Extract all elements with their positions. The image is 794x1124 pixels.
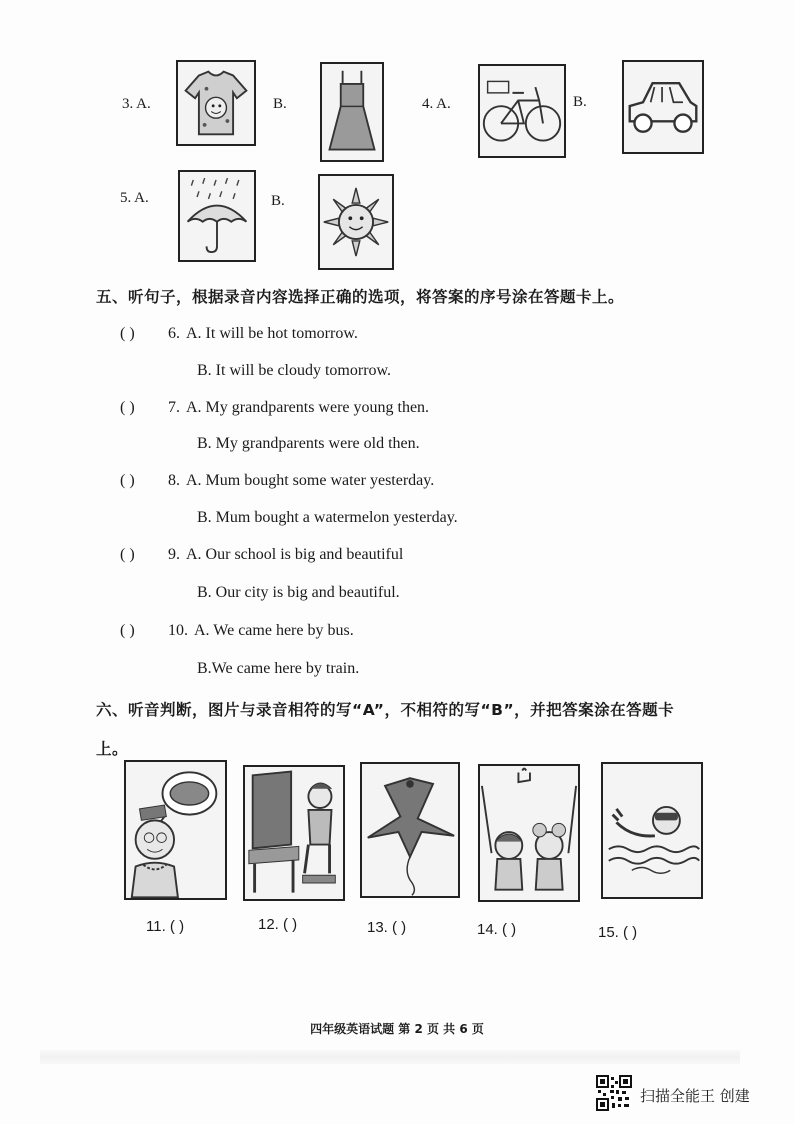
question-number: 6. xyxy=(168,325,180,342)
answer-paren[interactable]: ( ) xyxy=(120,546,135,563)
answer-11[interactable]: 11. ( ) xyxy=(146,918,185,935)
sun-image xyxy=(318,174,394,270)
answer-14[interactable]: 14. ( ) xyxy=(477,921,517,938)
page-footer: 四年级英语试题 第 2 页 共 6 页 xyxy=(310,1022,484,1036)
umbrella-rain-image xyxy=(178,170,256,262)
q4-label-a: 4. A. xyxy=(422,96,451,112)
question-number: 9. xyxy=(168,546,180,563)
camscanner-brand: 扫描全能王 创建 xyxy=(640,1087,750,1105)
answer-13[interactable]: 13. ( ) xyxy=(367,919,407,936)
option-a: A. It will be hot tomorrow. xyxy=(186,325,358,342)
kite-image xyxy=(360,762,460,898)
question-number: 7. xyxy=(168,399,180,416)
q5-label-b: B. xyxy=(271,193,285,209)
answer-12[interactable]: 12. ( ) xyxy=(258,916,298,933)
section6-heading-cont: 上。 xyxy=(96,740,129,758)
question-6 xyxy=(120,325,358,343)
section6-heading: 六、听音判断，图片与录音相符的写“A”，不相符的写“B”，并把答案涂在答题卡 xyxy=(96,701,675,719)
answer-paren[interactable]: ( ) xyxy=(120,399,135,416)
q5-label-a: 5. A. xyxy=(120,190,149,206)
answer-paren[interactable]: ( ) xyxy=(120,325,135,342)
q4-label-b: B. xyxy=(573,94,587,110)
question-number: 10. xyxy=(168,622,188,639)
option-a: A. Mum bought some water yesterday. xyxy=(186,472,435,489)
question-number: 8. xyxy=(168,472,180,489)
option-b: B. It will be cloudy tomorrow. xyxy=(197,362,392,379)
option-b: B. My grandparents were old then. xyxy=(197,435,420,452)
q3-label-a: 3. A. xyxy=(122,96,151,112)
option-b: B. Our city is big and beautiful. xyxy=(197,584,400,601)
answer-paren[interactable]: ( ) xyxy=(120,472,135,489)
woman-thinking-fish-image xyxy=(124,760,227,900)
answer-15[interactable]: 15. ( ) xyxy=(598,924,638,941)
option-b: B.We came here by train. xyxy=(197,660,360,677)
scan-shadow xyxy=(40,1050,740,1064)
section5-heading: 五、听句子，根据录音内容选择正确的选项，将答案的序号涂在答题卡上。 xyxy=(96,288,625,306)
swimmer-image xyxy=(601,762,703,899)
answer-paren[interactable]: ( ) xyxy=(120,622,135,639)
boy-watching-tv-image xyxy=(243,765,345,901)
bicycle-image xyxy=(478,64,566,158)
question-10 xyxy=(120,622,354,640)
two-children-image xyxy=(478,764,580,902)
option-a: A. Our school is big and beautiful xyxy=(186,546,404,563)
question-8 xyxy=(120,472,434,490)
question-7 xyxy=(120,399,429,417)
car-image xyxy=(622,60,704,154)
dress-image xyxy=(320,62,384,162)
question-9 xyxy=(120,546,403,564)
qr-code-icon xyxy=(596,1075,632,1111)
option-a: A. We came here by bus. xyxy=(194,622,354,639)
option-b: B. Mum bought a watermelon yesterday. xyxy=(197,509,458,526)
tshirt-image xyxy=(176,60,256,146)
q3-label-b: B. xyxy=(273,96,287,112)
option-a: A. My grandparents were young then. xyxy=(186,399,430,416)
